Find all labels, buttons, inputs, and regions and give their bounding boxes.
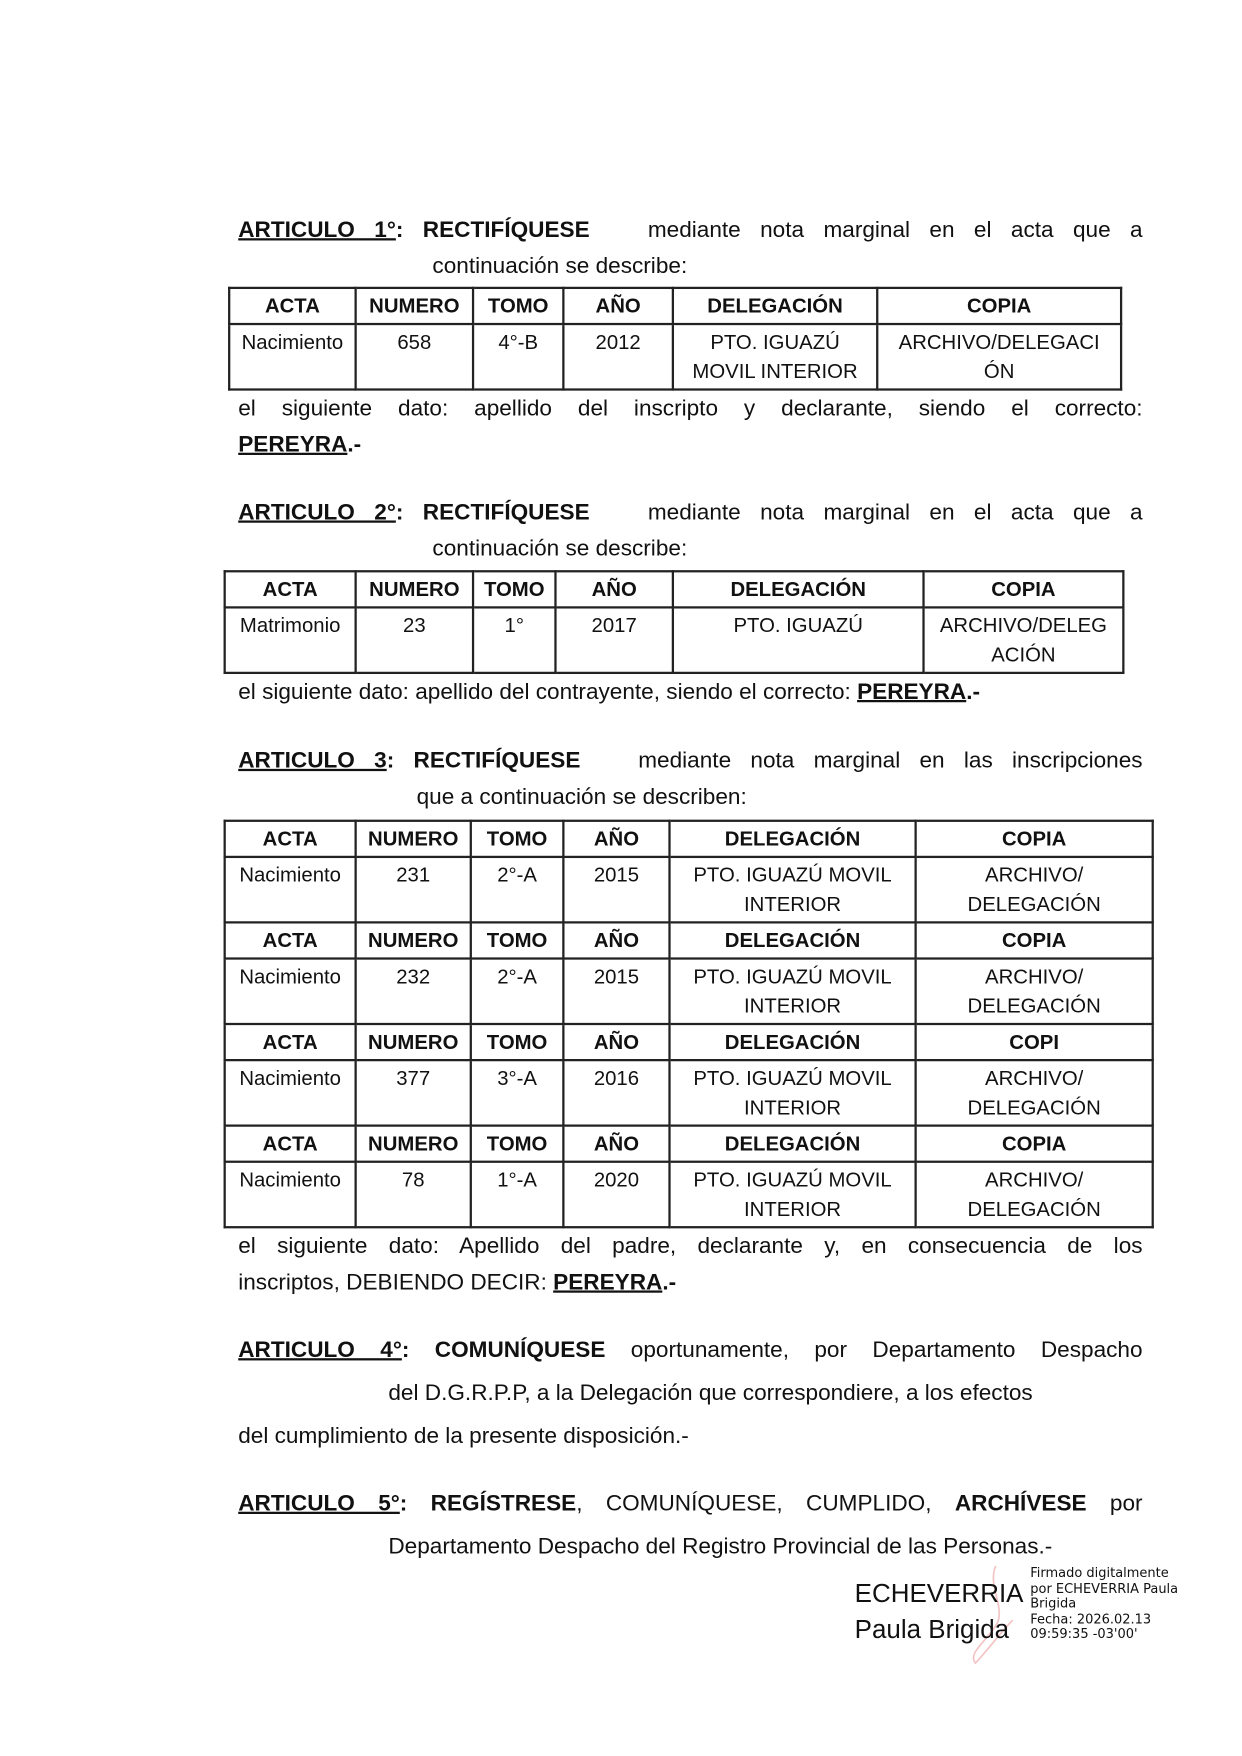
table-header-row	[225, 922, 1153, 958]
column-header: NUMERO	[356, 821, 471, 857]
signer-surname: ECHEVERRIA	[854, 1578, 1024, 1608]
article-3	[238, 743, 1142, 815]
document-body	[224, 212, 1157, 1565]
article-verb: REGÍSTRESE	[430, 1491, 577, 1517]
correct-surname: PEREYRA	[857, 679, 967, 705]
table-row	[225, 959, 1153, 1024]
cell: PTO. IGUAZÚ	[673, 607, 924, 672]
cell: ARCHIVO/ DELEGACIÓN	[916, 857, 1153, 922]
col-delegacion: DELEGACIÓN	[673, 288, 877, 324]
article-text: continuación se describe:	[432, 536, 688, 562]
column-header: DELEGACIÓN	[669, 1024, 915, 1060]
article-2	[238, 495, 1142, 567]
table-header-row	[229, 288, 1121, 324]
column-header: NUMERO	[356, 922, 471, 958]
colon: :	[399, 1491, 408, 1517]
cell: ARCHIVO/DELEGACI ÓN	[877, 324, 1121, 389]
cell: 2016	[563, 1060, 669, 1125]
table-row	[225, 1162, 1153, 1227]
signature-info-line: por ECHEVERRIA Paula	[1030, 1580, 1179, 1596]
col-copia: COPIA	[877, 288, 1121, 324]
cell: PTO. IGUAZÚ MOVIL INTERIOR	[669, 1162, 915, 1227]
column-header: ACTA	[225, 821, 356, 857]
table-header-row	[225, 1126, 1153, 1162]
article-heading: ARTICULO 1°	[238, 217, 396, 243]
article-1-conclusion	[238, 391, 1142, 463]
cell: Nacimiento	[225, 857, 356, 922]
correct-surname: PEREYRA	[553, 1270, 663, 1295]
article-text: oportunamente, por Departamento Despacho	[630, 1337, 1143, 1363]
article-text: mediante nota marginal en el acta que a	[647, 500, 1143, 525]
column-header: DELEGACIÓN	[669, 1126, 915, 1162]
col-delegacion: DELEGACIÓN	[673, 571, 924, 607]
end-mark: .-	[662, 1270, 677, 1295]
cell: 232	[356, 959, 471, 1024]
cell: 23	[356, 607, 473, 672]
article-heading: ARTICULO 5°	[238, 1491, 400, 1517]
column-header: TOMO	[471, 1024, 564, 1060]
cell: 2012	[563, 324, 673, 389]
col-acta: ACTA	[225, 571, 356, 607]
col-numero: NUMERO	[356, 288, 473, 324]
article-text: continuación se describe:	[432, 254, 688, 279]
article-4	[238, 1332, 1142, 1454]
table-row	[225, 857, 1153, 922]
cell: Nacimiento	[225, 1060, 356, 1125]
column-header: ACTA	[225, 1126, 356, 1162]
column-header: AÑO	[563, 821, 669, 857]
table-header-row	[225, 1024, 1153, 1060]
article-text: inscriptos, DEBIENDO DECIR:	[238, 1270, 547, 1295]
cell: Nacimiento	[225, 959, 356, 1024]
colon: :	[395, 500, 404, 525]
article-text: del D.G.R.P.P, a la Delegación que correspondiere, a los efectos	[388, 1380, 1033, 1406]
cell: Nacimiento	[229, 324, 355, 389]
colon: :	[401, 1337, 410, 1363]
cell: 658	[356, 324, 473, 389]
cell: 2°-A	[471, 959, 564, 1024]
signer-given-names: Paula Brigida	[854, 1614, 1010, 1644]
col-numero: NUMERO	[356, 571, 473, 607]
column-header: NUMERO	[356, 1024, 471, 1060]
cell: 1°	[473, 607, 555, 672]
column-header: AÑO	[563, 922, 669, 958]
cell: Matrimonio	[225, 607, 356, 672]
column-header: COPIA	[916, 821, 1153, 857]
article-verb: RECTIFÍQUESE	[413, 748, 581, 774]
article-2-conclusion	[238, 674, 1142, 710]
article-1	[238, 212, 1142, 284]
column-header: DELEGACIÓN	[669, 922, 915, 958]
column-header: AÑO	[563, 1024, 669, 1060]
cell: 1°-A	[471, 1162, 564, 1227]
article-text: el siguiente dato: apellido del contrayente, siendo el correcto:	[238, 679, 851, 705]
col-tomo: TOMO	[473, 571, 555, 607]
column-header: ACTA	[225, 1024, 356, 1060]
signature-info-line: Firmado digitalmente	[1030, 1564, 1169, 1581]
cell: ARCHIVO/DELEG ACIÓN	[924, 607, 1124, 672]
article-verb: RECTIFÍQUESE	[422, 500, 590, 525]
article-3-conclusion	[238, 1228, 1142, 1300]
acta-table-1	[228, 287, 1122, 391]
column-header: NUMERO	[356, 1126, 471, 1162]
article-text: del cumplimiento de la presente disposición.-	[238, 1423, 689, 1449]
article-text: Departamento Despacho del Registro Provincial de las Personas.-	[388, 1534, 1053, 1560]
cell: PTO. IGUAZÚ MOVIL INTERIOR	[673, 324, 877, 389]
cell: 78	[356, 1162, 471, 1227]
article-heading: ARTICULO 4°	[238, 1337, 402, 1363]
article-text: , COMUNÍQUESE, CUMPLIDO,	[576, 1491, 932, 1517]
colon: :	[386, 748, 395, 774]
table-row	[229, 324, 1121, 389]
signer-name	[855, 1575, 1024, 1647]
correct-surname: PEREYRA	[238, 432, 348, 458]
cell: 2°-A	[471, 857, 564, 922]
article-text: el siguiente dato: Apellido del padre, declarante y, en consecuencia de los	[238, 1233, 1143, 1259]
column-header: ACTA	[225, 922, 356, 958]
signature-date: Fecha: 2026.02.13	[1030, 1610, 1152, 1627]
column-header: TOMO	[471, 922, 564, 958]
table-row	[225, 607, 1124, 672]
article-verb: RECTIFÍQUESE	[422, 217, 590, 243]
col-copia: COPIA	[924, 571, 1124, 607]
cell: Nacimiento	[225, 1162, 356, 1227]
col-tomo: TOMO	[473, 288, 563, 324]
article-text: que a continuación se describen:	[416, 784, 747, 810]
end-mark: .-	[966, 679, 981, 705]
cell: ARCHIVO/ DELEGACIÓN	[916, 1060, 1153, 1125]
cell: ARCHIVO/ DELEGACIÓN	[916, 959, 1153, 1024]
cell: 4°-B	[473, 324, 563, 389]
article-heading: ARTICULO 3	[238, 748, 387, 774]
cell: PTO. IGUAZÚ MOVIL INTERIOR	[669, 1060, 915, 1125]
signature-time: 09:59:35 -03'00'	[1030, 1625, 1138, 1642]
cell: 2015	[563, 959, 669, 1024]
col-acta: ACTA	[229, 288, 355, 324]
article-heading: ARTICULO 2°	[238, 500, 396, 525]
column-header: COPIA	[916, 922, 1153, 958]
cell: PTO. IGUAZÚ MOVIL INTERIOR	[669, 959, 915, 1024]
cell: 231	[356, 857, 471, 922]
digital-signature	[854, 1564, 1200, 1647]
acta-table-3	[224, 820, 1154, 1229]
article-text: mediante nota marginal en el acta que a	[647, 217, 1143, 243]
cell: PTO. IGUAZÚ MOVIL INTERIOR	[669, 857, 915, 922]
col-anio: AÑO	[563, 288, 673, 324]
column-header: COPIA	[916, 1126, 1153, 1162]
cell: 3°-A	[471, 1060, 564, 1125]
column-header: COPI	[916, 1024, 1153, 1060]
article-verb: COMUNÍQUESE	[434, 1337, 606, 1363]
article-text: mediante nota marginal en las inscripciones	[638, 748, 1143, 774]
column-header: DELEGACIÓN	[669, 821, 915, 857]
cell: 2015	[563, 857, 669, 922]
table-header-row	[225, 571, 1124, 607]
signature-info	[1030, 1566, 1199, 1642]
col-anio: AÑO	[555, 571, 672, 607]
cell: ARCHIVO/ DELEGACIÓN	[916, 1162, 1153, 1227]
article-text: por	[1109, 1491, 1143, 1517]
cell: 2020	[563, 1162, 669, 1227]
column-header: TOMO	[471, 1126, 564, 1162]
table-header-row	[225, 821, 1153, 857]
end-mark: .-	[347, 432, 362, 458]
column-header: AÑO	[563, 1126, 669, 1162]
colon: :	[395, 217, 404, 243]
table-row	[225, 1060, 1153, 1125]
article-text: el siguiente dato: apellido del inscripto y declarante, siendo el correcto:	[238, 396, 1143, 422]
column-header: TOMO	[471, 821, 564, 857]
signature-info-line: Brigida	[1030, 1595, 1077, 1612]
article-5	[238, 1486, 1142, 1565]
acta-table-2	[224, 570, 1125, 674]
cell: 2017	[555, 607, 672, 672]
cell: 377	[356, 1060, 471, 1125]
article-verb: ARCHÍVESE	[954, 1491, 1087, 1517]
